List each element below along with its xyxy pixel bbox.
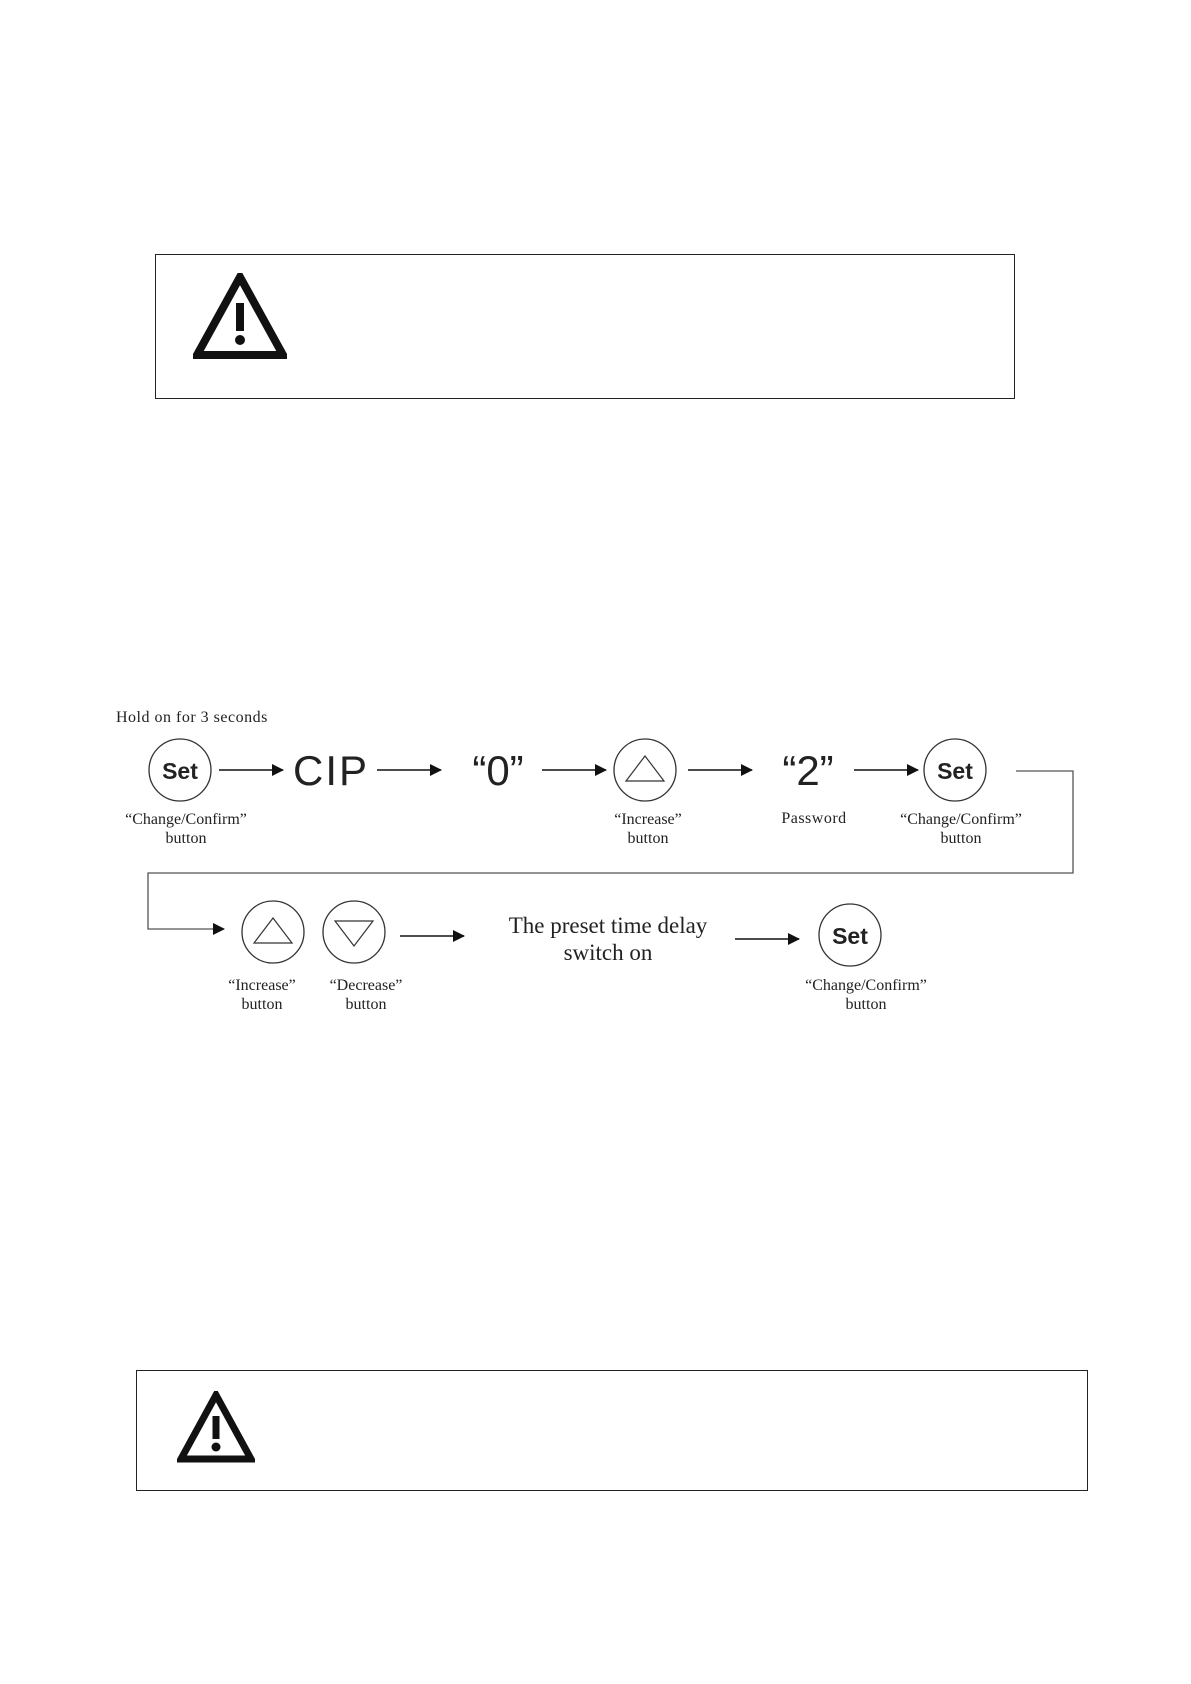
preset-delay-text-line2: switch on	[563, 940, 653, 965]
set-button-2-label: Set	[937, 758, 973, 784]
warning-triangle-icon	[177, 1391, 255, 1463]
preset-delay-text-line1: The preset time delay	[508, 913, 708, 938]
password-label: Password	[781, 810, 847, 827]
value-two-display: “2”	[782, 747, 834, 794]
decrease-button	[323, 901, 385, 963]
increase-button-1	[614, 739, 676, 801]
set-button-3	[819, 904, 881, 966]
set-button-2	[924, 739, 986, 801]
button-label-3: button	[940, 830, 982, 847]
button-label-1: button	[165, 830, 207, 847]
change-confirm-label-2: “Change/Confirm”	[900, 811, 1022, 828]
change-confirm-label-1: “Change/Confirm”	[125, 811, 247, 828]
hold-label: Hold on for 3 seconds	[116, 709, 268, 726]
set-button-1	[149, 739, 211, 801]
increase-label-2: “Increase”	[228, 977, 296, 994]
button-label-5: button	[345, 996, 387, 1013]
cip-display: CIP	[293, 747, 370, 794]
button-label-2: button	[627, 830, 669, 847]
warning-box-bottom	[136, 1370, 1088, 1491]
increase-button-2	[242, 901, 304, 963]
set-button-1-label: Set	[162, 758, 198, 784]
button-label-6: button	[845, 996, 887, 1013]
value-zero-display: “0”	[472, 747, 524, 794]
change-confirm-label-3: “Change/Confirm”	[805, 977, 927, 994]
button-label-4: button	[241, 996, 283, 1013]
set-button-3-label: Set	[832, 923, 868, 949]
decrease-label: “Decrease”	[329, 977, 403, 994]
increase-label-1: “Increase”	[614, 811, 682, 828]
